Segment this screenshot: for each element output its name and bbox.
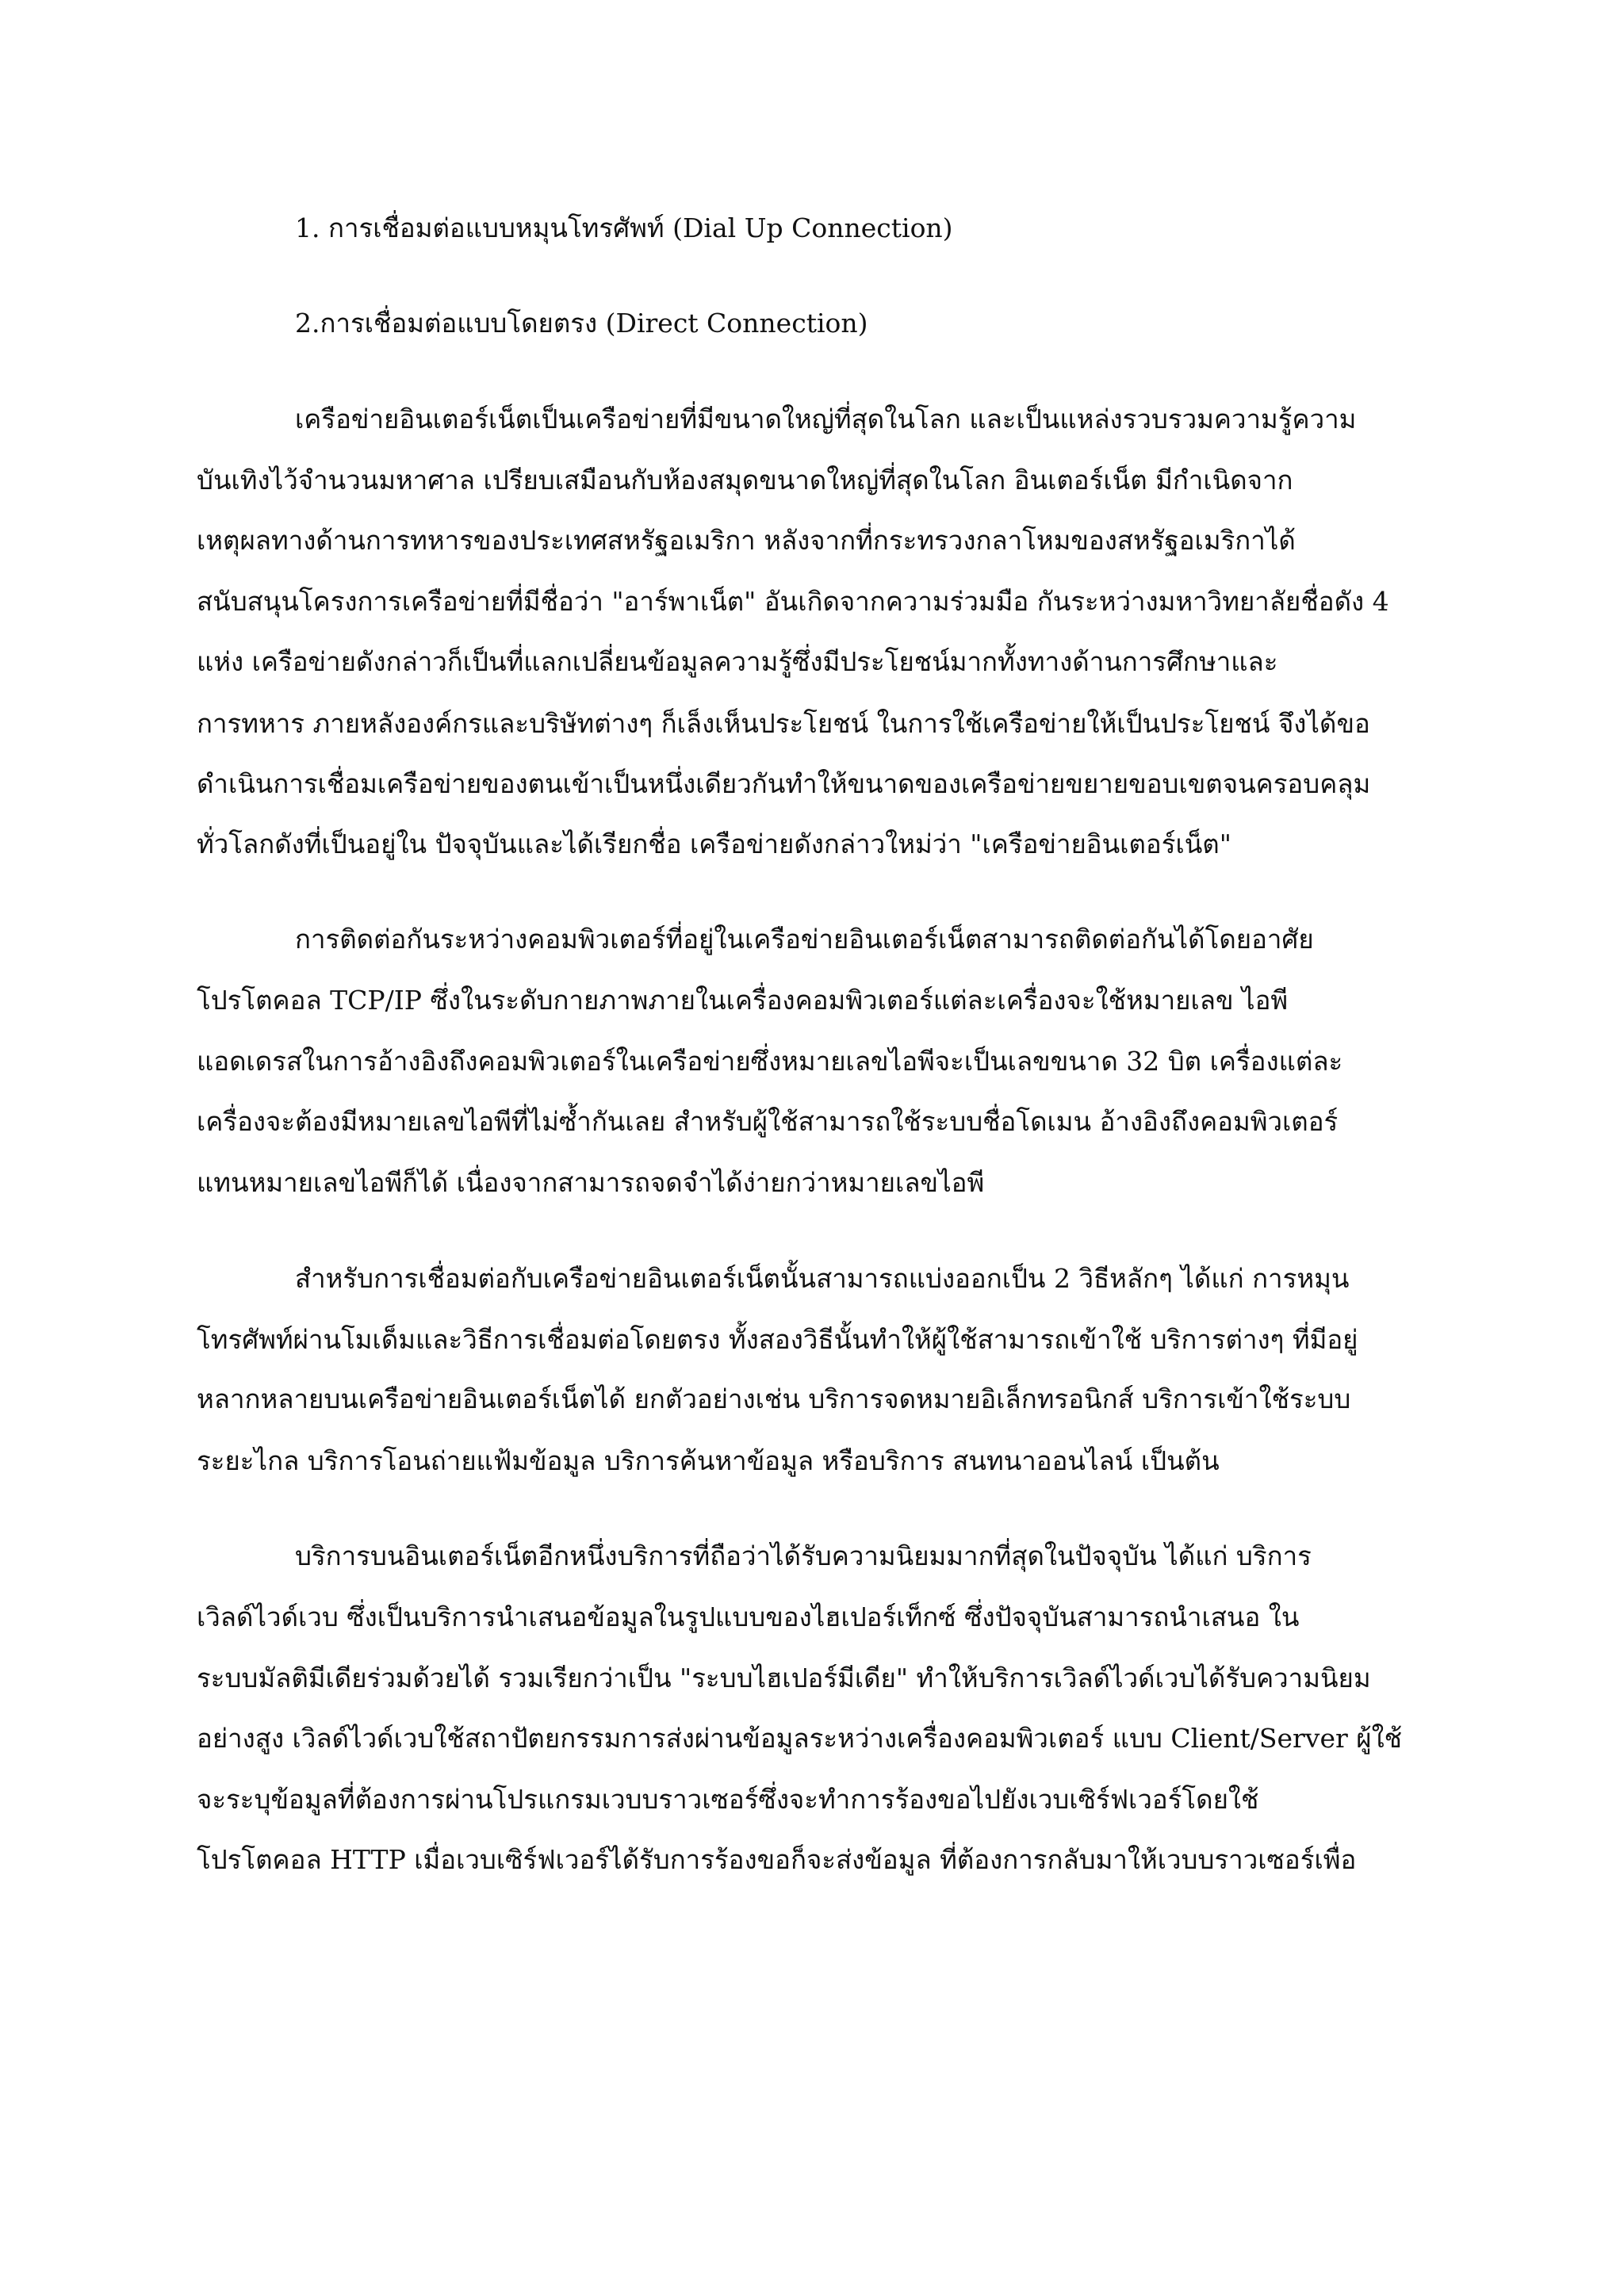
numbered-item-dial-up: 1. การเชื่อมต่อแบบหมุนโทรศัพท์ (Dial Up Connection)	[295, 212, 953, 243]
paragraph-line: การทหาร ภายหลังองค์กรและบริษัทต่างๆ ก็เล็งเห็นประโยชน์ ในการใช้เครือข่ายให้เป็นประโยชน์ จึงได้ขอ	[197, 708, 1370, 739]
paragraph-line: เหตุผลทางด้านการทหารของประเทศสหรัฐอเมริกา หลังจากที่กระทรวงกลาโหมของสหรัฐอเมริกาได้	[197, 525, 1296, 556]
paragraph-line: สำหรับการเชื่อมต่อกับเครือข่ายอินเตอร์เน็ตนั้นสามารถแบ่งออกเป็น 2 วิธีหลักๆ ได้แก่ การหมุน	[295, 1263, 1350, 1294]
paragraph-line: บันเทิงไว้จำนวนมหาศาล เปรียบเสมือนกับห้องสมุดขนาดใหญ่ที่สุดในโลก อินเตอร์เน็ต มีกำเนิดจาก	[197, 465, 1293, 496]
paragraph-line: เวิลด์ไวด์เวบ ซึ่งเป็นบริการนำเสนอข้อมูลในรูปแบบของไฮเปอร์เท็กซ์ ซึ่งปัจจุบันสามารถนำเสนอ ใน	[197, 1601, 1300, 1632]
paragraph-line: แห่ง เครือข่ายดังกล่าวก็เป็นที่แลกเปลี่ยนข้อมูลความรู้ซึ่งมีประโยชน์มากทั้งทางด้านการศึกษาและ	[197, 646, 1278, 677]
paragraph-line: แอดเดรสในการอ้างอิงถึงคอมพิวเตอร์ในเครือข่ายซึ่งหมายเลขไอพีจะเป็นเลขขนาด 32 บิต เครื่องแต่ละ	[197, 1046, 1343, 1077]
paragraph-line: เครื่องจะต้องมีหมายเลขไอพีที่ไม่ซ้ำกันเลย สำหรับผู้ใช้สามารถใช้ระบบชื่อโดเมน อ้างอิงถึงคอมพิวเตอร์	[197, 1106, 1339, 1137]
paragraph-line: โทรศัพท์ผ่านโมเด็มและวิธีการเชื่อมต่อโดยตรง ทั้งสองวิธีนั้นทำให้ผู้ใช้สามารถเข้าใช้ บริการต่างๆ ที่มีอยู่	[197, 1324, 1358, 1355]
paragraph-line: อย่างสูง เวิลด์ไวด์เวบใช้สถาปัตยกรรมการส่งผ่านข้อมูลระหว่างเครื่องคอมพิวเตอร์ แบบ Client/Server ผู้ใช้	[197, 1723, 1403, 1754]
paragraph-line: เครือข่ายอินเตอร์เน็ตเป็นเครือข่ายที่มีขนาดใหญ่ที่สุดในโลก และเป็นแหล่งรวบรวมความรู้ความ	[295, 404, 1357, 434]
paragraph-line: สนับสนุนโครงการเครือข่ายที่มีชื่อว่า "อาร์พาเน็ต" อันเกิดจากความร่วมมือ กันระหว่างมหาวิทยาลัยชื่อดัง 4	[197, 586, 1389, 617]
paragraph-line: โปรโตคอล TCP/IP ซึ่งในระดับกายภาพภายในเครื่องคอมพิวเตอร์แต่ละเครื่องจะใช้หมายเลข ไอพี	[197, 985, 1289, 1016]
paragraph-line: ทั่วโลกดังที่เป็นอยู่ใน ปัจจุบันและได้เรียกชื่อ เครือข่ายดังกล่าวใหม่ว่า "เครือข่ายอินเตอร์เน็ต"	[197, 828, 1231, 859]
paragraph-line: ดำเนินการเชื่อมเครือข่ายของตนเข้าเป็นหนึ่งเดียวกันทำให้ขนาดของเครือข่ายขยายขอบเขตจนครอบคลุม	[197, 768, 1371, 799]
paragraph-line: โปรโตคอล HTTP เมื่อเวบเซิร์ฟเวอร์ได้รับการร้องขอก็จะส่งข้อมูล ที่ต้องการกลับมาให้เวบบราวเซอร์เพื่อ	[197, 1844, 1357, 1875]
paragraph-line: จะระบุข้อมูลที่ต้องการผ่านโปรแกรมเวบบราวเซอร์ซึ่งจะทำการร้องขอไปยังเวบเซิร์ฟเวอร์โดยใช้	[197, 1784, 1259, 1815]
paragraph-line: ระบบมัลติมีเดียร่วมด้วยได้ รวมเรียกว่าเป็น "ระบบไฮเปอร์มีเดีย" ทำให้บริการเวิลด์ไวด์เวบได้รับความนิยม	[197, 1663, 1371, 1693]
paragraph-line: บริการบนอินเตอร์เน็ตอีกหนึ่งบริการที่ถือว่าได้รับความนิยมมากที่สุดในปัจจุบัน ได้แก่ บริการ	[295, 1540, 1312, 1571]
paragraph-line: การติดต่อกันระหว่างคอมพิวเตอร์ที่อยู่ในเครือข่ายอินเตอร์เน็ตสามารถติดต่อกันได้โดยอาศัย	[295, 924, 1314, 955]
paragraph-line: แทนหมายเลขไอพีก็ได้ เนื่องจากสามารถจดจำได้ง่ายกว่าหมายเลขไอพี	[197, 1167, 985, 1198]
paragraph-line: ระยะไกล บริการโอนถ่ายแฟ้มข้อมูล บริการค้นหาข้อมูล หรือบริการ สนทนาออนไลน์ เป็นต้น	[197, 1445, 1220, 1476]
numbered-item-direct: 2.การเชื่อมต่อแบบโดยตรง (Direct Connection)	[295, 308, 868, 339]
paragraph-line: หลากหลายบนเครือข่ายอินเตอร์เน็ตได้ ยกตัวอย่างเช่น บริการจดหมายอิเล็กทรอนิกส์ บริการเข้าใช้ระบบ	[197, 1383, 1351, 1414]
